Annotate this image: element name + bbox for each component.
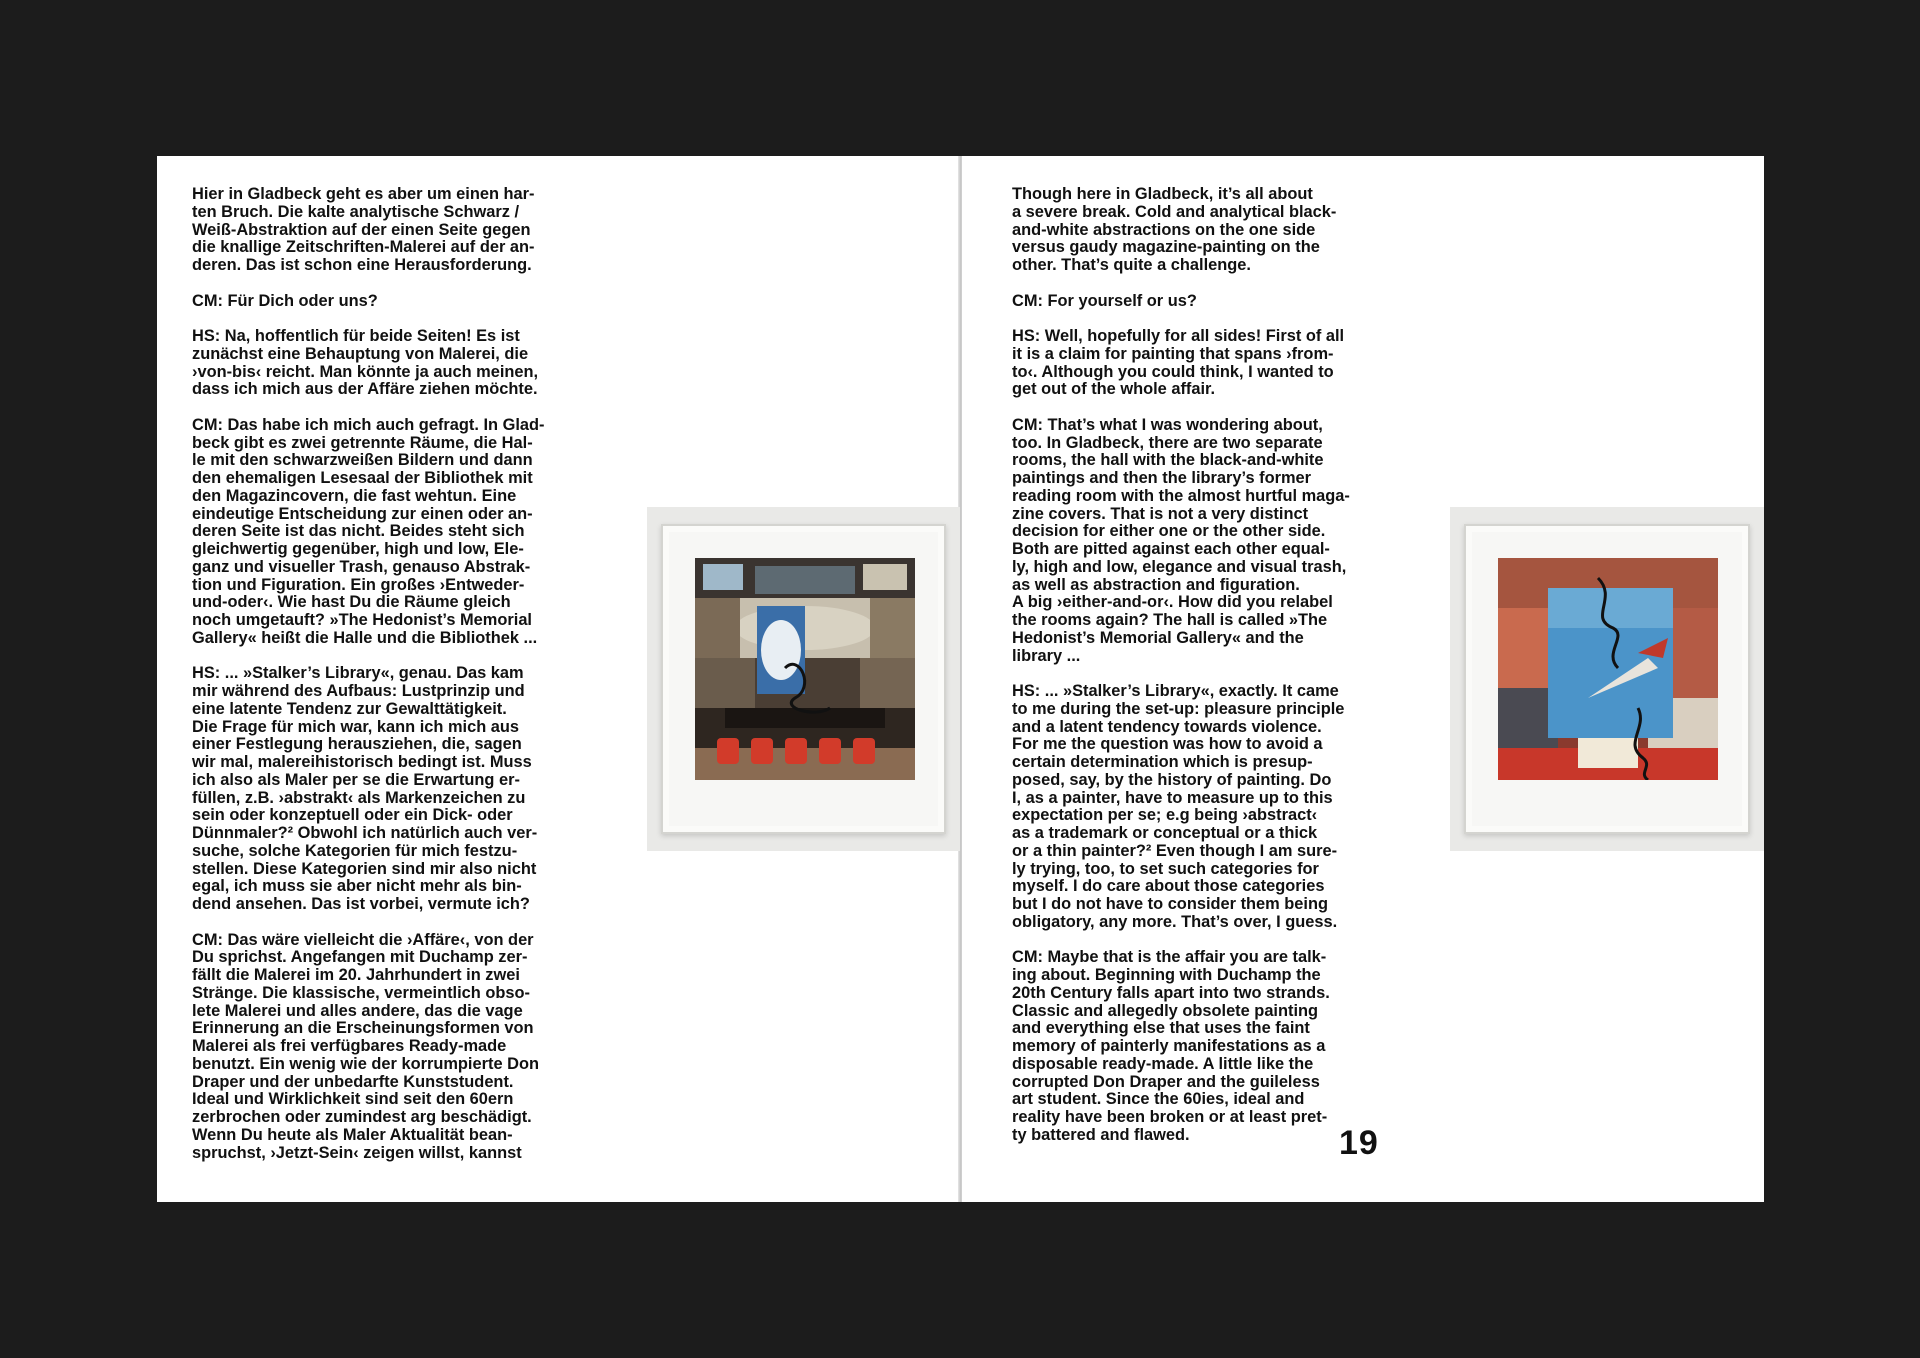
- paragraph: CM: Das habe ich mich auch gefragt. In Glad- beck gibt es zwei getrennte Räume, die Hal- le mit den schwarzweißen Bildern und dann den ehemaligen Lesesaal der Bibliothek mit den Magazincovern, die fast wehtun. Eine eindeutige Entscheidung zur einen oder an- deren Seite ist das nicht. Beides steht sich gleichwertig gegenüber, high und low, Ele- ganz und visueller Trash, genauso Abstrak- tion und Figuration. Ein großes ›Entweder- und-oder‹. Wie hast Du die Räume gleich noch umgetauft? »The Hedonist’s Memorial Gallery« heißt die Halle und die Bibliothek ...: [192, 415, 545, 647]
- paragraph: CM: Maybe that is the affair you are talk- ing about. Beginning with Duchamp the 20th Century falls apart into two strands. Classic and allegedly obsolete painting and everything else that uses the faint memory of painterly manifestations as a disposable ready-made. A little like the corrupted Don Draper and the guileless art student. Since the 60ies, ideal and reality have been broken or at least pret- ty battered and flawed.: [1012, 948, 1330, 1144]
- paragraph: CM: That’s what I was wondering about, too. In Gladbeck, there are two separate rooms, the hall with the black-and-white paintings and then the library’s former reading room with the almost hurtful maga- zine covers. That is not a very distinct decision for either one or the other side. Both are pitted against each other equal- ly, high and low, elegance and visual trash, as well as abstraction and figuration. A big ›either-and-or‹. How did you relabel the rooms again? The hall is called »The Hedonist’s Memorial Gallery« and the library ...: [1012, 415, 1350, 665]
- paragraph: Though here in Gladbeck, it’s all about a severe break. Cold and analytical black- and-white abstractions on the one side versus gaudy magazine-painting on the other. That’s quite a challenge.: [1012, 185, 1337, 274]
- picture-frame: [1464, 524, 1750, 834]
- collage-artwork: [695, 558, 915, 780]
- picture-frame: [661, 524, 946, 834]
- german-text-column: [192, 186, 618, 1180]
- paragraph: CM: For yourself or us?: [1012, 291, 1197, 310]
- paragraph: HS: ... »Stalker’s Library«, exactly. It came to me during the set-up: pleasure principle and a latent tendency towards violence. For me the question was how to avoid a certain determination which is presup- posed, say, by the history of painting. Do I, as a painter, have to measure up to this expectation per se; e.g being ›abstract‹ as a trademark or conceptual or a thick or a thin painter?² Even though I am sure- ly trying, too, to set such categories for myself. I do care about those categories but I do not have to consider them being obligatory, any more. That’s over, I guess.: [1012, 682, 1345, 931]
- paragraph: HS: ... »Stalker’s Library«, genau. Das kam mir während des Aufbaus: Lustprinzip und eine latente Tendenz zur Gewalttätigkeit. Die Frage für mich war, kann ich mich aus einer Festlegung herausziehen, die, sagen wir mal, malereihistorisch bedingt ist. Muss ich also als Maler per se die Erwartung er- füllen, z.B. ›abstrakt‹ als Markenzeichen zu sein oder konzeptuell oder ein Dick- oder Dünnmaler?² Obwohl ich natürlich auch ver- suche, solche Kategorien für mich festzu- stellen. Diese Kategorien sind mir also nicht egal, ich muss sie aber nicht mehr als bin- dend ansehen. Das ist vorbei, vermute ich?: [192, 664, 538, 913]
- paragraph: HS: Well, hopefully for all sides! First of all it is a claim for painting that spans ›from- to‹. Although you could think, I wanted to get out of the whole affair.: [1012, 327, 1345, 399]
- paragraph: Hier in Gladbeck geht es aber um einen har- ten Bruch. Die kalte analytische Schwarz / Weiß-Abstraktion auf der einen Seite gegen die knallige Zeitschriften-Malerei auf der an- deren. Das ist schon eine Herausforderung.: [192, 185, 535, 274]
- page-number: 19: [1339, 1124, 1379, 1162]
- english-text-column: [1012, 186, 1438, 1162]
- paragraph: CM: Für Dich oder uns?: [192, 291, 378, 310]
- framed-artwork-photo-right: [1450, 507, 1764, 851]
- framed-artwork-photo-left: [647, 507, 960, 851]
- collage-artwork: [1498, 558, 1718, 780]
- paragraph: CM: Das wäre vielleicht die ›Affäre‹, von der Du sprichst. Angefangen mit Duchamp zer- fällt die Malerei im 20. Jahrhundert in zwei Stränge. Die klassische, vermeintlich obso- lete Malerei und alles andere, das die vage Erinnerung an die Erscheinungsformen von Malerei als frei verfügbares Ready-made benutzt. Ein wenig wie der korrumpierte Don Draper und der unbedarfte Kunststudent. Ideal und Wirklichkeit sind seit den 60ern zerbrochen oder zumindest arg beschädigt. Wenn Du heute als Maler Aktualität bean- spruchst, ›Jetzt-Sein‹ zeigen willst, kannst: [192, 930, 539, 1162]
- paragraph: HS: Na, hoffentlich für beide Seiten! Es ist zunächst eine Behauptung von Malerei, die ›von-bis‹ reicht. Man könnte ja auch meinen, dass ich mich aus der Affäre ziehen möchte.: [192, 327, 539, 399]
